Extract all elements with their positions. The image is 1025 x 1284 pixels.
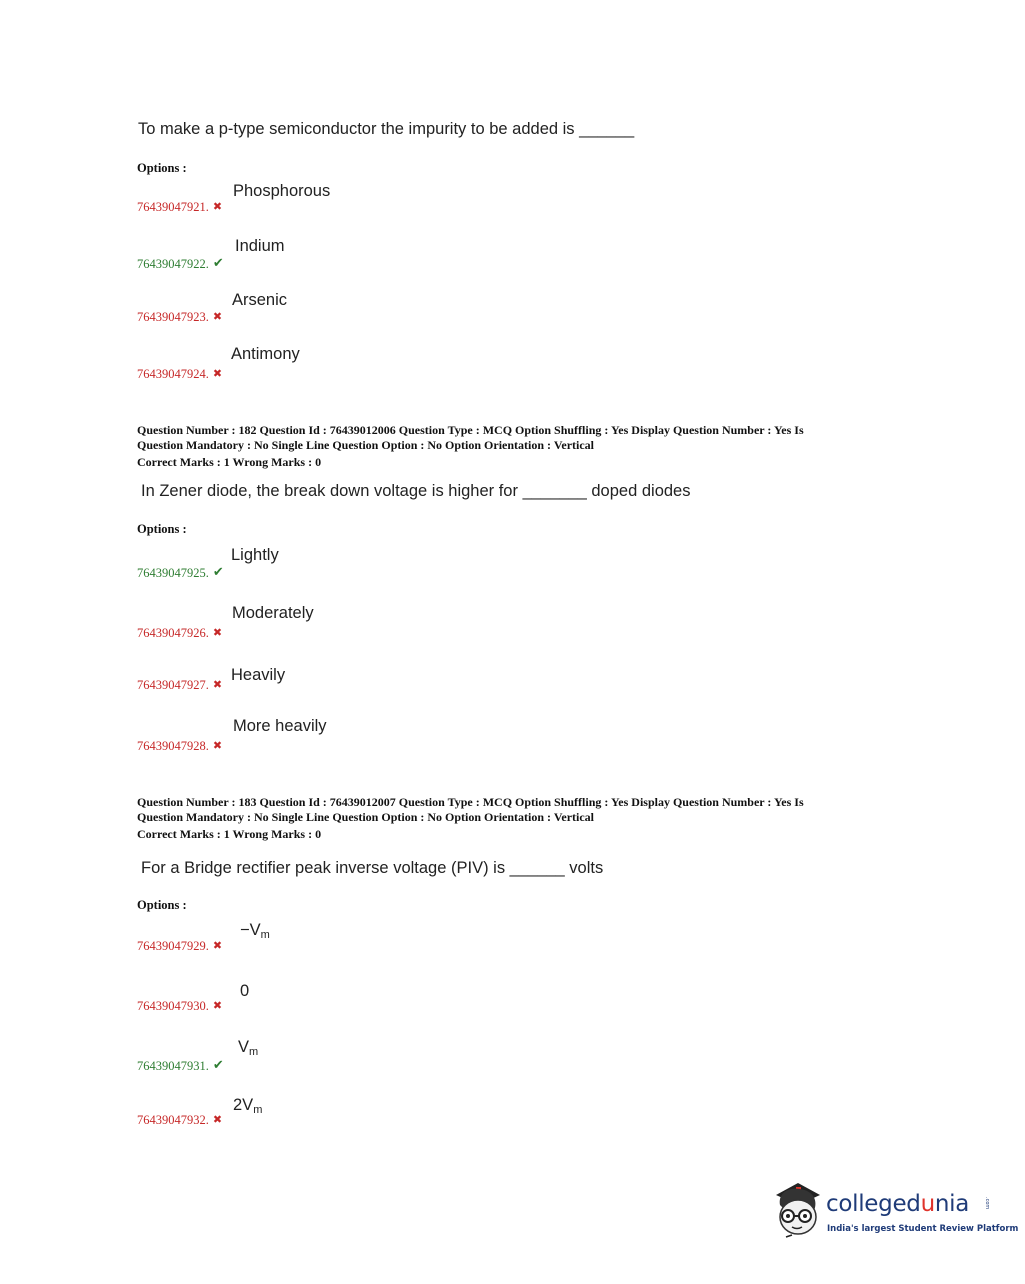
question-3-meta-line-1: Question Number : 183 Question Id : 76439012007 Question Type : MCQ Option Shuffling : Yes Display Question Number : Yes Is [137,795,804,809]
q2-option-1-text: Lightly [231,546,279,564]
q1-option-2 [137,255,224,272]
question-3-meta-line-2: Question Mandatory : No Single Line Question Option : No Option Orientation : Vertical [137,810,595,824]
q1-option-3 [137,310,222,325]
q2-option-1 [137,564,224,581]
wrong-mark-icon: ✖ [212,368,223,380]
wrong-mark-icon: ✖ [212,679,223,691]
question-2-meta-line-2: Question Mandatory : No Single Line Question Option : No Option Orientation : Vertical [137,438,595,452]
mascot-icon [766,1177,828,1241]
q3-option-3 [137,1057,224,1074]
q3-option-2-id: 76439047930. [137,999,209,1013]
question-2-meta [137,423,804,470]
q1-option-1-id: 76439047921. [137,200,209,214]
wrong-mark-icon: ✖ [212,201,223,213]
q2-option-2-text: Moderately [232,604,314,622]
question-3-text: For a Bridge rectifier peak inverse voltage (PIV) is ______ volts [141,859,604,877]
q3-option-1-id: 76439047929. [137,939,209,953]
q2-option-3 [137,678,222,693]
q3-option-2-text [240,982,249,1001]
q3-option-3-text [238,1038,258,1058]
wrong-mark-icon: ✖ [212,740,223,752]
q3-option-1-subscript: m [260,929,270,941]
q3-option-4-subscript: m [253,1104,263,1116]
q3-option-1-text [240,921,270,941]
question-1-text: To make a p-type semiconductor the impurity to be added is ______ [138,120,635,138]
q3-option-1 [137,939,222,954]
q1-option-3-text: Arsenic [232,291,288,309]
question-2-marks: Correct Marks : 1 Wrong Marks : 0 [137,455,322,469]
q3-option-4-text [233,1096,262,1116]
q2-option-2 [137,626,222,641]
wrong-mark-icon: ✖ [212,627,223,639]
q1-option-4-id: 76439047924. [137,367,209,381]
q3-option-3-id: 76439047931. [137,1059,209,1073]
wrong-mark-icon: ✖ [212,940,223,952]
q1-option-4 [137,367,222,382]
q1-option-1-text: Phosphorous [233,182,331,200]
correct-check-icon: ✔ [212,1057,224,1072]
q3-option-3-value: V [238,1038,250,1056]
q3-option-2 [137,999,222,1014]
question-2-text: In Zener diode, the break down voltage is higher for _______ doped diodes [141,482,691,500]
q3-option-1-value: −V [240,921,261,939]
question-1-options-label: Options : [137,161,187,175]
q2-option-3-id: 76439047927. [137,678,209,692]
q3-option-4-id: 76439047932. [137,1113,209,1127]
q3-option-4 [137,1113,222,1128]
q1-option-1 [137,200,222,215]
q1-option-2-id: 76439047922. [137,257,209,271]
wrong-mark-icon: ✖ [212,1114,223,1126]
q2-option-1-id: 76439047925. [137,566,209,580]
q2-option-2-id: 76439047926. [137,626,209,640]
wrong-mark-icon: ✖ [212,1000,223,1012]
logo-com: .com [984,1197,990,1210]
correct-check-icon: ✔ [212,255,224,270]
q1-option-4-text: Antimony [231,345,300,363]
q3-option-2-value: 0 [240,982,250,1000]
q3-option-4-value: 2V [233,1096,254,1114]
logo-wordmark-end: nia [934,1191,970,1217]
q2-option-4-id: 76439047928. [137,739,209,753]
logo-wordmark [826,1191,969,1217]
question-2-options-label: Options : [137,522,187,536]
wrong-mark-icon: ✖ [212,311,223,323]
question-3-meta [137,795,804,842]
question-3-options-label: Options : [137,898,187,912]
collegedunia-logo [766,1177,1019,1247]
q1-option-2-text: Indium [235,237,285,255]
q2-option-4-text: More heavily [233,717,327,735]
q2-option-3-text: Heavily [231,666,286,684]
q2-option-4 [137,739,222,754]
q1-option-3-id: 76439047923. [137,310,209,324]
question-3-marks: Correct Marks : 1 Wrong Marks : 0 [137,827,322,841]
correct-check-icon: ✔ [212,564,224,579]
logo-wordmark-main: colleged [826,1191,921,1217]
question-2-meta-line-1: Question Number : 182 Question Id : 76439012006 Question Type : MCQ Option Shuffling : Yes Display Question Number : Yes Is [137,423,804,437]
logo-tagline: India's largest Student Review Platform [827,1224,1019,1234]
logo-wordmark-accent: u [920,1191,935,1217]
q3-option-3-subscript: m [249,1046,259,1058]
